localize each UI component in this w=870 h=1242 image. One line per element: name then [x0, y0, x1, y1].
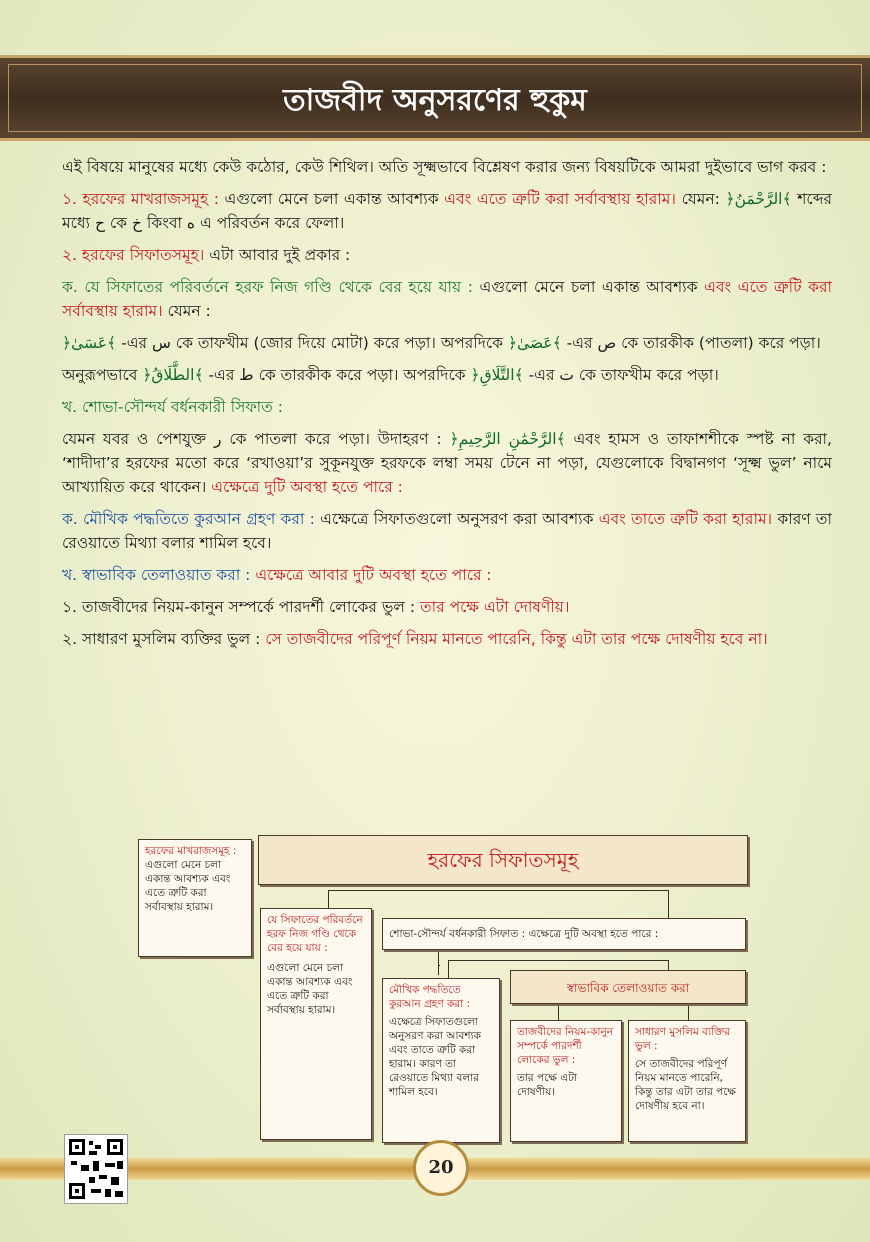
- paragraph-example-1: ﴿عَسَىٰ﴾ -এর س কে তাফখীম (জোর দিয়ে মোটা) করে পড়া। অপরদিকে ﴿عَصَىٰ﴾ -এর ص কে তারকীক (পাতলা) করে পড়া।: [62, 334, 821, 352]
- arabic-word: ﴿عَصَىٰ﴾: [507, 334, 562, 352]
- connector: [558, 1005, 559, 1020]
- root-box: হরফের সিফাতসমূহ: [258, 835, 748, 885]
- oral-heading: ক. মৌখিক পদ্ধতিতে কুরআন গ্রহণ করা :: [62, 510, 315, 528]
- natural-box: স্বাভাবিক তেলাওয়াত করা: [510, 970, 746, 1004]
- arabic-word: ﴿الطَّلَاقُ﴾: [142, 366, 204, 384]
- connector: [448, 960, 449, 978]
- paragraph-natural: খ. স্বাভাবিক তেলাওয়াত করা : এক্ষেত্রে আবার দুটি অবস্থা হতে পারে :: [62, 566, 492, 584]
- connector: [558, 1005, 688, 1006]
- common-box: সাধারণ মুসলিম ব্যক্তির ভুল : সে তাজবীদের পরিপূর্ণ নিয়ম মানতে পারেনি, কিন্তু তার এটা তার পক্ষে দোষণীয় হবে না।: [628, 1020, 746, 1142]
- oral-box: মৌখিক পদ্ধতিতে কুরআন গ্রহণ করা : এক্ষেত্রে সিফাতগুলো অনুসরণ করা আবশ্যক এবং তাতে ত্রুটি করা হারাম। কারণ তা রেওয়াতে মিথ্যা বলার শামিল হবে।: [382, 978, 500, 1143]
- connector: [668, 890, 669, 918]
- beauty-sifat-box: শোভা-সৌন্দর্য বর্ধনকারী সিফাত : এক্ষেত্রে দুটি অবস্থা হতে পারে :: [382, 918, 746, 950]
- page-title: তাজবীদ অনুসরণের হুকুম: [283, 83, 587, 118]
- qr-code-icon: [64, 1134, 128, 1204]
- connector: [688, 1005, 689, 1020]
- sifat-heading: ২. হরফের সিফাতসমূহ।: [62, 246, 205, 264]
- expert-box: তাজবীদের নিয়ম-কানুন সম্পর্কে পারদর্শী লোকের ভুল : তার পক্ষে এটা দোষণীয়।: [510, 1020, 622, 1142]
- page-number: 20: [413, 1140, 469, 1196]
- arabic-word: ﴿الرَّحْمَنُ﴾: [725, 190, 792, 208]
- connector: [438, 950, 439, 975]
- connector: [448, 960, 668, 961]
- connector: [668, 960, 669, 970]
- paragraph-beauty: যেমন যবর ও পেশযুক্ত ر কে পাতলা করে পড়া। উদাহরণ : ﴿الرَّحْمَٰنِ الرَّحِيمِ﴾ এবং হামস ও তাফাশশীকে স্পষ্ট না করা, ‘শাদীদা’র হরফের মতো করে ‘রখাওয়া’র সুকূনযুক্ত হরফকে লম্বা সময় টেনে না পড়া, যেগুলোকে বিদ্বানগণ ‘সূক্ষ্ম ভুল’ নামে আখ্যায়িত করে থাকেন। এক্ষেত্রে দুটি অবস্থা হতে পারে :: [62, 430, 832, 496]
- makhraj-box: হরফের মাখরাজসমূহ : এগুলো মেনে চলা একান্ত আবশ্যক এবং এতে ত্রুটি করা সর্বাবস্থায় হারাম।: [138, 839, 252, 957]
- sifat-ka-heading: ক. যে সিফাতের পরিবর্তনে হরফ নিজ গণ্ডি থেকে বের হয়ে যায় :: [62, 278, 473, 296]
- arabic-word: ﴿التَّلَاقِ﴾: [470, 366, 524, 384]
- intro-paragraph: এই বিষয়ে মানুষের মধ্যে কেউ কঠোর, কেউ শিথিল। অতি সূক্ষ্মভাবে বিশ্লেষণ করার জন্য বিষয়টিকে আমরা দুইভাবে ভাগ করব :: [62, 158, 827, 176]
- connector: [328, 890, 329, 908]
- sifat-diagram: [138, 825, 748, 1155]
- makhraj-heading: ১. হরফের মাখরাজসমূহ :: [62, 190, 219, 208]
- paragraph-common: ২. সাধারণ মুসলিম ব্যক্তির ভুল : সে তাজবীদের পরিপূর্ণ নিয়ম মানতে পারেনি, কিন্তু এটা তার পক্ষে দোষণীয় হবে না।: [62, 630, 768, 648]
- paragraph-sifat-ka: ক. যে সিফাতের পরিবর্তনে হরফ নিজ গণ্ডি থেকে বের হয়ে যায় : এগুলো মেনে চলা একান্ত আবশ্যক এবং এতে ত্রুটি করা সর্বাবস্থায় হারাম। যেমন :: [62, 278, 832, 320]
- paragraph-makhraj: ১. হরফের মাখরাজসমূহ : এগুলো মেনে চলা একান্ত আবশ্যক এবং এতে ত্রুটি করা সর্বাবস্থায় হারাম। যেমন: ﴿الرَّحْمَنُ﴾ শব্দের মধ্যে ح কে خ কিংবা ه এ পরিবর্তন করে ফেলা।: [62, 190, 833, 232]
- connector: [438, 965, 440, 966]
- paragraph-sifat-kha: [62, 395, 832, 419]
- changing-sifat-box: যে সিফাতের পরিবর্তনে হরফ নিজ গণ্ডি থেকে বের হয়ে যায় : এগুলো মেনে চলা একান্ত আবশ্যক এবং এতে ত্রুটি করা সর্বাবস্থায় হারাম।: [260, 908, 372, 1140]
- paragraph-expert: ১. তাজবীদের নিয়ম-কানুন সম্পর্কে পারদর্শী লোকের ভুল : তার পক্ষে এটা দোষণীয়।: [62, 598, 570, 616]
- arabic-word: ﴿الرَّحْمَٰنِ الرَّحِيمِ﴾: [449, 430, 566, 448]
- paragraph-oral: ক. মৌখিক পদ্ধতিতে কুরআন গ্রহণ করা : এক্ষেত্রে সিফাতগুলো অনুসরণ করা আবশ্যক এবং তাতে ত্রুটি করা হারাম। কারণ তা রেওয়াতে মিথ্যা বলার শামিল হবে।: [62, 510, 833, 552]
- paragraph-sifat: ২. হরফের সিফাতসমূহ। এটা আবার দুই প্রকার :: [62, 246, 351, 264]
- title-banner: [0, 55, 870, 141]
- banner-frame: [8, 64, 862, 132]
- natural-heading: খ. স্বাভাবিক তেলাওয়াত করা :: [62, 566, 251, 584]
- main-text: [62, 155, 832, 659]
- arabic-word: ﴿عَسَىٰ﴾: [62, 334, 117, 352]
- connector: [328, 890, 668, 891]
- sifat-kha-heading: খ. শোভা-সৌন্দর্য বর্ধনকারী সিফাত :: [62, 398, 283, 416]
- paragraph-example-2: অনুরূপভাবে ﴿الطَّلَاقُ﴾ -এর ط কে তারকীক করে পড়া। অপরদিকে ﴿التَّلَاقِ﴾ -এর ت কে তাফখীম করে পড়া।: [62, 366, 719, 384]
